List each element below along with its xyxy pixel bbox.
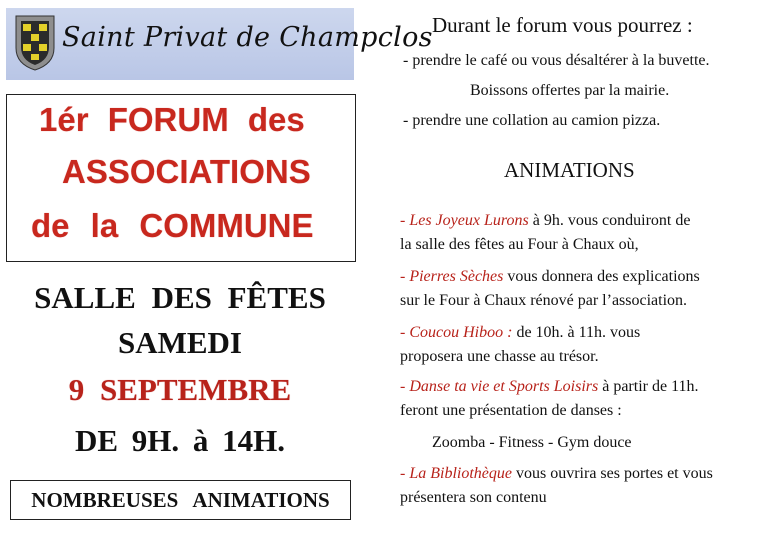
forum-intro: Durant le forum vous pourrez : bbox=[432, 13, 693, 37]
animation-item-cont: la salle des fêtes au Four à Chaux où, bbox=[400, 236, 639, 253]
title-line-3: de la COMMUNE bbox=[31, 207, 314, 244]
title-line-1: 1ér FORUM des bbox=[39, 101, 305, 138]
animation-item: - Danse ta vie et Sports Loisirs à partir de 11h. bbox=[400, 378, 699, 395]
animation-name: Coucou Hiboo : bbox=[409, 324, 513, 341]
town-name: Saint Privat de Champclos bbox=[62, 22, 433, 53]
event-day: SAMEDI bbox=[117, 325, 242, 360]
animation-item: - La Bibliothèque vous ouvrira ses portes et vous bbox=[400, 465, 713, 482]
event-date: 9 SEPTEMBRE bbox=[68, 372, 292, 407]
animations-heading: ANIMATIONS bbox=[504, 158, 635, 182]
animation-name: Pierres Sèches bbox=[409, 268, 504, 285]
forum-item-cafe: - prendre le café ou vous désaltérer à la buvette. bbox=[403, 52, 710, 69]
animation-item: - Coucou Hiboo : de 10h. à 11h. vous bbox=[400, 324, 641, 341]
animation-item-cont: sur le Four à Chaux rénové par l’association. bbox=[400, 292, 688, 309]
coat-of-arms-icon bbox=[14, 14, 56, 72]
header-banner bbox=[6, 8, 433, 80]
animation-item: - Les Joyeux Lurons à 9h. vous conduiront de bbox=[400, 212, 691, 229]
animation-name: La Bibliothèque bbox=[409, 465, 512, 482]
animation-name: Danse ta vie et Sports Loisirs bbox=[409, 378, 599, 395]
animation-name: Les Joyeux Lurons bbox=[409, 212, 529, 229]
animations-banner: NOMBREUSES ANIMATIONS bbox=[10, 480, 351, 520]
animation-item-cont: présentera son contenu bbox=[400, 489, 547, 506]
event-venue: SALLE DES FÊTES bbox=[34, 280, 326, 315]
forum-item-pizza: - prendre une collation au camion pizza. bbox=[403, 112, 661, 129]
animation-item: - Pierres Sèches vous donnera des explications bbox=[400, 268, 700, 285]
dance-styles: Zoomba - Fitness - Gym douce bbox=[432, 434, 632, 451]
animation-item-cont: proposera une chasse au trésor. bbox=[400, 348, 599, 365]
title-line-2: ASSOCIATIONS bbox=[62, 153, 311, 190]
forum-item-boissons: Boissons offertes par la mairie. bbox=[470, 82, 670, 99]
forum-title-box bbox=[6, 94, 356, 262]
animation-item-cont: feront une présentation de danses : bbox=[400, 402, 622, 419]
event-hours: DE 9H. à 14H. bbox=[74, 423, 286, 458]
